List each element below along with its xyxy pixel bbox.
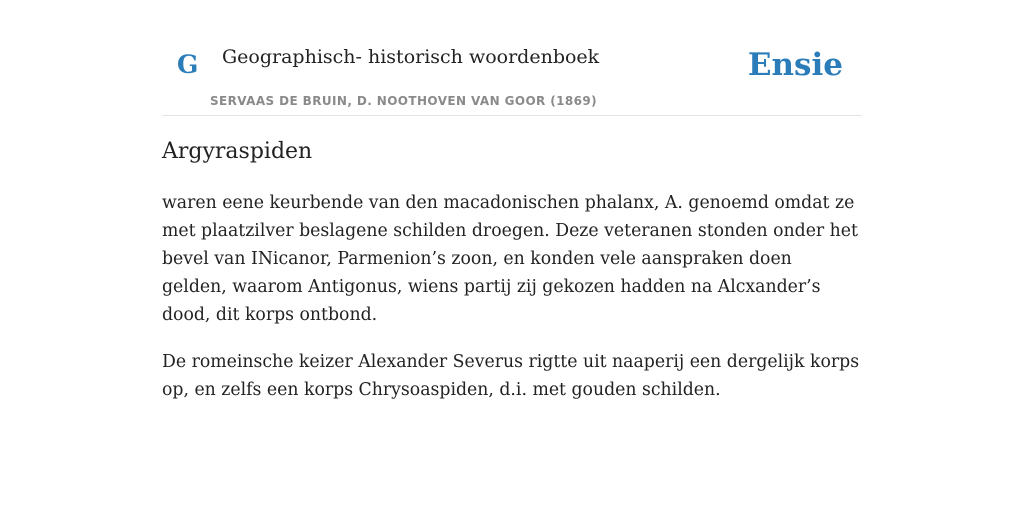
- ensie-logo[interactable]: Ensie: [747, 47, 843, 83]
- book-header: [162, 0, 862, 116]
- book-letter-icon[interactable]: G: [177, 50, 199, 79]
- entry-paragraph: waren eene keurbende van den macadonischen phalanx, A. genoemd omdat ze met plaatzilver beslagene schilden droegen. Deze veteranen stonden onder het bevel van INicanor, Parmenion’s zoon, en konden vele aanspraken doen gelden, waarom Antigonus, wiens partij zij gekozen hadden na Alcxander’s dood, dit korps ontbond.: [162, 193, 858, 326]
- entry-content: [162, 139, 862, 423]
- entry-title: Argyraspiden: [162, 139, 313, 164]
- book-title-link[interactable]: Geographisch- historisch woordenboek: [222, 46, 600, 68]
- book-authors: SERVAAS DE BRUIN, D. NOOTHOVEN VAN GOOR (1869): [210, 94, 598, 108]
- entry-paragraph: De romeinsche keizer Alexander Severus rigtte uit naaperij een dergelijk korps op, en zelfs een korps Chrysoaspiden, d.i. met gouden schilden.: [162, 352, 860, 401]
- page: [162, 0, 862, 512]
